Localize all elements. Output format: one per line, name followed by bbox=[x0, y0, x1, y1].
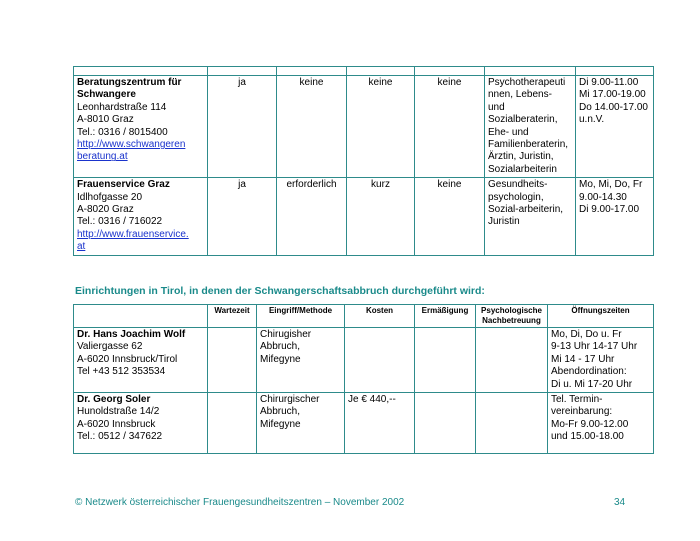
column-header: Öffnungszeiten bbox=[548, 305, 654, 328]
method-line: Abbruch, bbox=[260, 406, 301, 418]
table-row bbox=[74, 393, 654, 454]
table-row bbox=[74, 328, 654, 393]
facility-name: Frauenservice Graz bbox=[77, 179, 170, 191]
staff-cell bbox=[485, 76, 576, 178]
table-cell bbox=[476, 328, 548, 393]
column-header-line: Nachbetreuung bbox=[482, 316, 541, 325]
table-cell: erforderlich bbox=[277, 178, 347, 255]
hours-line: Mo, Di, Do u. Fr bbox=[551, 329, 622, 340]
hours-line: Do 14.00-17.00 bbox=[579, 101, 648, 113]
facility-cell bbox=[74, 76, 208, 178]
column-header bbox=[476, 305, 548, 328]
facility-name: Schwangere bbox=[77, 89, 136, 101]
method-line: Mifegyne bbox=[260, 418, 301, 430]
method-line: Mifegyne bbox=[260, 353, 301, 365]
hours-line: Di u. Mi 17-20 Uhr bbox=[551, 378, 633, 390]
page-footer: © Netzwerk österreichischer Frauengesundheitszentren – November 2002 bbox=[75, 497, 405, 508]
website-link[interactable]: at bbox=[77, 241, 86, 253]
facility-cell bbox=[74, 178, 208, 255]
staff-line: und bbox=[488, 101, 505, 113]
staff-line: Familienberaterin, bbox=[488, 139, 569, 151]
hours-line: Tel. Termin- bbox=[551, 394, 603, 406]
address-line: Idlhofgasse 20 bbox=[77, 191, 143, 203]
phone-line: Tel.: 0316 / 8015400 bbox=[77, 126, 168, 138]
staff-line: Sozial-arbeiterin, bbox=[488, 204, 564, 216]
facility-name: Beratungszentrum für bbox=[77, 77, 182, 88]
staff-line: Ärztin, Juristin, bbox=[488, 151, 554, 163]
doctor-name: Dr. Georg Soler bbox=[77, 394, 151, 406]
staff-line: Psychotherapeuti bbox=[488, 77, 566, 88]
website-link[interactable]: http://www.frauenservice. bbox=[77, 228, 189, 240]
table-cell: keine bbox=[415, 76, 485, 178]
address-line: A-8020 Graz bbox=[77, 204, 134, 216]
hours-line: Di 9.00-17.00 bbox=[579, 204, 640, 216]
address-line: Leonhardstraße 114 bbox=[77, 101, 167, 113]
method-line: Abbruch, bbox=[260, 341, 301, 353]
staff-line: Gesundheits- bbox=[488, 179, 548, 191]
hours-line: Di 9.00-11.00 bbox=[579, 77, 639, 88]
column-header: Kosten bbox=[345, 305, 415, 328]
table-cell bbox=[208, 393, 257, 454]
doctor-name: Dr. Hans Joachim Wolf bbox=[77, 329, 186, 340]
table-row bbox=[74, 76, 654, 178]
hours-cell bbox=[548, 328, 654, 393]
table-cell bbox=[415, 328, 476, 393]
hours-line: 9.00-14.30 bbox=[579, 191, 627, 203]
hours-cell bbox=[576, 76, 654, 178]
table-cell bbox=[415, 393, 476, 454]
table-cell bbox=[476, 393, 548, 454]
table-cell bbox=[208, 328, 257, 393]
staff-line: Sozialberaterin, bbox=[488, 114, 558, 126]
method-line: Chirurgischer bbox=[260, 394, 320, 406]
address-line: A-8010 Graz bbox=[77, 114, 134, 126]
address-line: A-6020 Innsbruck bbox=[77, 418, 156, 430]
table-cell: ja bbox=[208, 178, 277, 255]
phone-line: Tel.: 0316 / 716022 bbox=[77, 216, 163, 228]
doctor-cell bbox=[74, 393, 208, 454]
column-header bbox=[74, 305, 208, 328]
table-cell: keine bbox=[277, 76, 347, 178]
hours-line: vereinbarung: bbox=[551, 406, 613, 418]
hours-line: Mi 14 - 17 Uhr bbox=[551, 353, 615, 365]
table-cell: kurz bbox=[347, 178, 415, 255]
phone-line: Tel.: 0512 / 347622 bbox=[77, 431, 163, 443]
hours-line: Mo, Mi, Do, Fr bbox=[579, 179, 643, 191]
table-cell: keine bbox=[347, 76, 415, 178]
hours-cell bbox=[548, 393, 654, 454]
hours-line: Mo-Fr 9.00-12.00 bbox=[551, 418, 629, 430]
cost-cell: Je € 440,-- bbox=[345, 393, 415, 454]
table-header-blank-row bbox=[74, 67, 654, 76]
column-header: Ermäßigung bbox=[415, 305, 476, 328]
website-link[interactable]: http://www.schwangeren bbox=[77, 139, 186, 151]
hours-line: Mi 17.00-19.00 bbox=[579, 89, 646, 101]
method-line: Chirugisher bbox=[260, 329, 312, 340]
method-cell bbox=[257, 328, 345, 393]
hours-cell bbox=[576, 178, 654, 255]
column-header: Eingriff/Methode bbox=[257, 305, 345, 328]
method-cell bbox=[257, 393, 345, 454]
staff-cell bbox=[485, 178, 576, 255]
address-line: A-6020 Innsbruck/Tirol bbox=[77, 353, 178, 365]
graz-facilities-table bbox=[73, 66, 654, 256]
hours-line: 9-13 Uhr 14-17 Uhr bbox=[551, 341, 638, 353]
table-cell: ja bbox=[208, 76, 277, 178]
table-cell bbox=[345, 328, 415, 393]
column-header-line: Psychologische bbox=[481, 306, 542, 315]
phone-line: Tel +43 512 353534 bbox=[77, 366, 166, 378]
table-header-row bbox=[74, 305, 654, 328]
website-link[interactable]: beratung.at bbox=[77, 151, 128, 163]
staff-line: Ehe- und bbox=[488, 126, 529, 138]
table-row bbox=[74, 178, 654, 255]
page-number: 34 bbox=[614, 497, 626, 508]
address-line: Valiergasse 62 bbox=[77, 341, 143, 353]
staff-line: Juristin bbox=[488, 216, 520, 228]
hours-line: und 15.00-18.00 bbox=[551, 431, 624, 443]
column-header: Wartezeit bbox=[208, 305, 257, 328]
section-title: Einrichtungen in Tirol, in denen der Schwangerschaftsabbruch durchgeführt wird: bbox=[75, 285, 485, 297]
doctor-cell bbox=[74, 328, 208, 393]
tirol-facilities-table bbox=[73, 304, 654, 454]
staff-line: Sozialarbeiterin bbox=[488, 163, 557, 175]
staff-line: nnen, Lebens- bbox=[488, 89, 552, 101]
hours-line: Abendordination: bbox=[551, 366, 627, 378]
hours-line: u.n.V. bbox=[579, 114, 605, 126]
address-line: Hunoldstraße 14/2 bbox=[77, 406, 160, 418]
staff-line: psychologin, bbox=[488, 191, 544, 203]
table-cell: keine bbox=[415, 178, 485, 255]
